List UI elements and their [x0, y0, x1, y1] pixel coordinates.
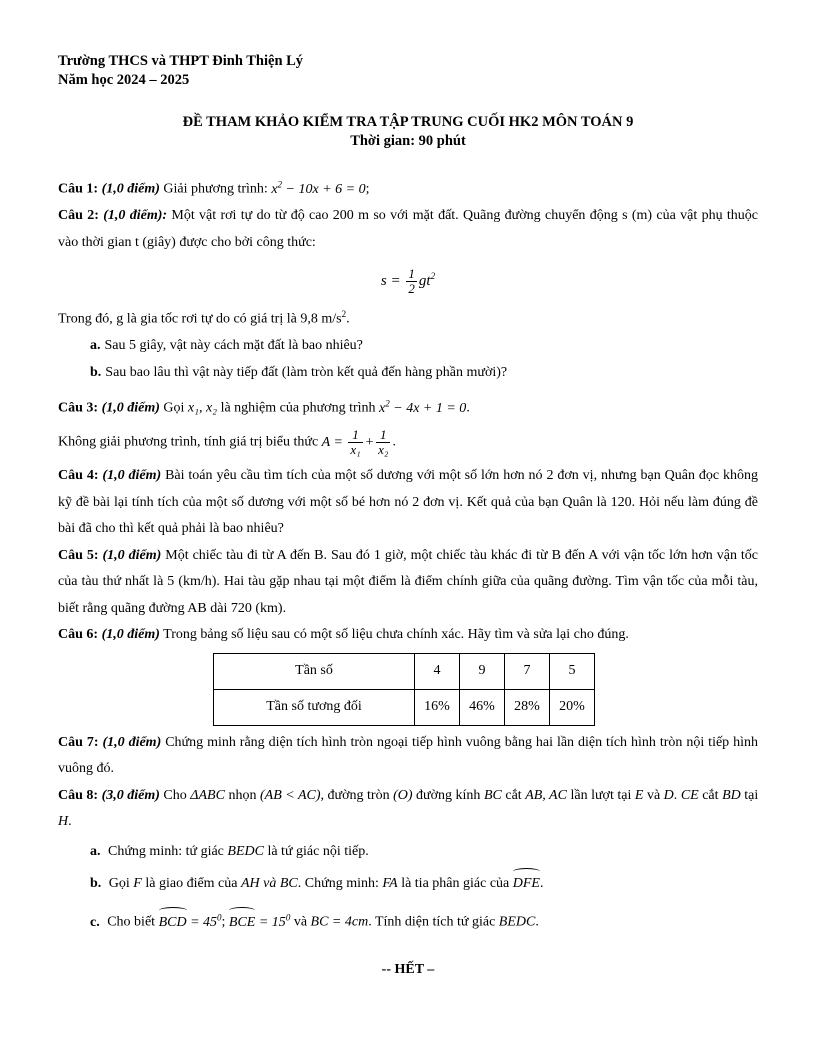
q2-label: Câu 2:	[58, 208, 99, 224]
exam-body	[58, 171, 758, 936]
angle-bcd: BCD	[159, 910, 187, 937]
table-cell: 5	[550, 653, 595, 689]
q1-text: Giải phương trình:	[163, 181, 268, 197]
exam-title: ĐỀ THAM KHẢO KIỂM TRA TẬP TRUNG CUỐI HK2 MÔN TOÁN 9	[182, 114, 634, 130]
question-1: Câu 1: (1,0 điểm) Giải phương trình: $x^2 - 10x + 6 = 0$;	[58, 179, 370, 197]
q4-points: (1,0 điểm)	[102, 468, 162, 484]
q5-points: (1,0 điểm)	[102, 547, 162, 563]
question-6	[58, 622, 758, 649]
q4-text: Bài toán yêu cầu tìm tích của một số dương với một số lớn hơn nó 2 đơn vị, nhưng bạn Quân đọc không kỹ đề bài lại tính tích của một số dương với một số bé hơn nó 2 đơn vị. Kết quả của bạn Quân là 120. Hỏi nếu làm đúng đề bài đã cho thì kết quả phải là bao nhiêu?	[58, 468, 758, 537]
q6-text: Trong bảng số liệu sau có một số liệu chưa chính xác. Hãy tìm và sửa lại cho đúng.	[163, 627, 629, 643]
question-8: Câu 8: (3,0 điểm) Cho ΔABC nhọn (AB < AC), đường tròn (O) đường kính BC cắt AB, AC lần lượt tại E và D. CE cắt BD tại H.	[58, 787, 759, 830]
question-4	[58, 463, 758, 543]
school-name: Trường THCS và THPT Đinh Thiện Lý	[58, 53, 304, 69]
school-year: Năm học 2024 – 2025	[58, 72, 190, 88]
table-header-cell: Tần số tương đối	[214, 689, 415, 725]
q2-part-b: b. Sau bao lâu thì vật này tiếp đất (làm tròn kết quả đến hàng phần mười)?	[90, 364, 508, 380]
table-row	[214, 689, 595, 725]
exam-page	[58, 52, 758, 978]
q2-note: Trong đó, g là gia tốc rơi tự do có giá trị là 9,8 $m/s^2$.	[58, 309, 350, 327]
table-header-cell: Tần số	[214, 653, 415, 689]
q8-part-b: b. Gọi F là giao điểm của AH và BC. Chứng minh: FA là tia phân giác của DFE.	[58, 871, 758, 898]
q6-label: Câu 6:	[58, 627, 99, 643]
table-cell: 4	[415, 653, 460, 689]
frequency-table	[213, 653, 595, 726]
table-cell: 16%	[415, 689, 460, 725]
table-cell: 9	[460, 653, 505, 689]
exam-duration: Thời gian: 90 phút	[350, 133, 466, 149]
q2-text: Một vật rơi tự do từ độ cao 200 m so với mặt đất. Quãng đường chuyển động s (m) của vật phụ thuộc vào thời gian t (giây) được cho bởi công thức:	[58, 208, 759, 250]
table-cell: 28%	[505, 689, 550, 725]
angle-bce: BCE	[229, 910, 255, 937]
q4-label: Câu 4:	[58, 468, 99, 484]
question-2	[58, 203, 758, 256]
question-5	[58, 543, 758, 623]
q8-points: (3,0 điểm)	[101, 787, 160, 803]
q6-points: (1,0 điểm)	[101, 627, 160, 643]
q2-part-a: a. Sau 5 giây, vật này cách mặt đất là bao nhiêu?	[90, 338, 363, 354]
q8-part-c: c. Cho biết BCD = $45^0$; BCE = $15^0$ và BC = 4cm. Tính diện tích tứ giác BEDC.	[58, 904, 758, 936]
table-cell: 46%	[460, 689, 505, 725]
question-7	[58, 730, 758, 783]
table-row	[214, 653, 595, 689]
q7-text: Chứng minh rằng diện tích hình tròn ngoại tiếp hình vuông bằng hai lần diện tích hình tròn nội tiếp hình vuông đó.	[58, 734, 759, 777]
q1-label: Câu 1:	[58, 181, 99, 197]
q5-text: Một chiếc tàu đi từ A đến B. Sau đó 1 giờ, một chiếc tàu khác đi từ B đến A với vận tốc lớn hơn vận tốc của tàu thứ nhất là 5 (km/h). Hai tàu gặp nhau tại một điểm là điểm chính giữa của quãng đường. Tìm vận tốc của mỗi tàu, biết rằng quãng đường AB dài 720 (km).	[58, 547, 759, 616]
q3-expression: Không giải phương trình, tính giá trị biểu thức A = $\frac{1}{\text{x₁}}$ + $\frac{1}{\text{x₂}}$ .	[58, 427, 396, 458]
question-3: Câu 3: (1,0 điểm) Gọi x₁, x₂ là nghiệm của phương trình $x^2 - 4x + 1 = 0$.	[58, 398, 470, 416]
q3-points: (1,0 điểm)	[101, 400, 160, 416]
angle-dfe: DFE	[513, 871, 540, 898]
table-cell: 20%	[550, 689, 595, 725]
q8-part-a: a. Chứng minh: tứ giác BEDC là tứ giác nội tiếp.	[90, 843, 369, 859]
q2-points: (1,0 điểm):	[103, 208, 168, 224]
q3-label: Câu 3:	[58, 400, 99, 416]
q7-label: Câu 7:	[58, 734, 99, 750]
q5-label: Câu 5:	[58, 547, 99, 563]
q2-formula: s = $\frac{1}{2}$ $gt^2$	[380, 266, 436, 297]
q7-points: (1,0 điểm)	[102, 734, 162, 750]
q1-points: (1,0 điểm)	[101, 181, 160, 197]
q1-equation: $x^2 - 10x + 6 = 0$	[271, 179, 366, 197]
q8-label: Câu 8:	[58, 787, 99, 803]
table-cell: 7	[505, 653, 550, 689]
end-marker: -- HẾT –	[381, 962, 435, 978]
